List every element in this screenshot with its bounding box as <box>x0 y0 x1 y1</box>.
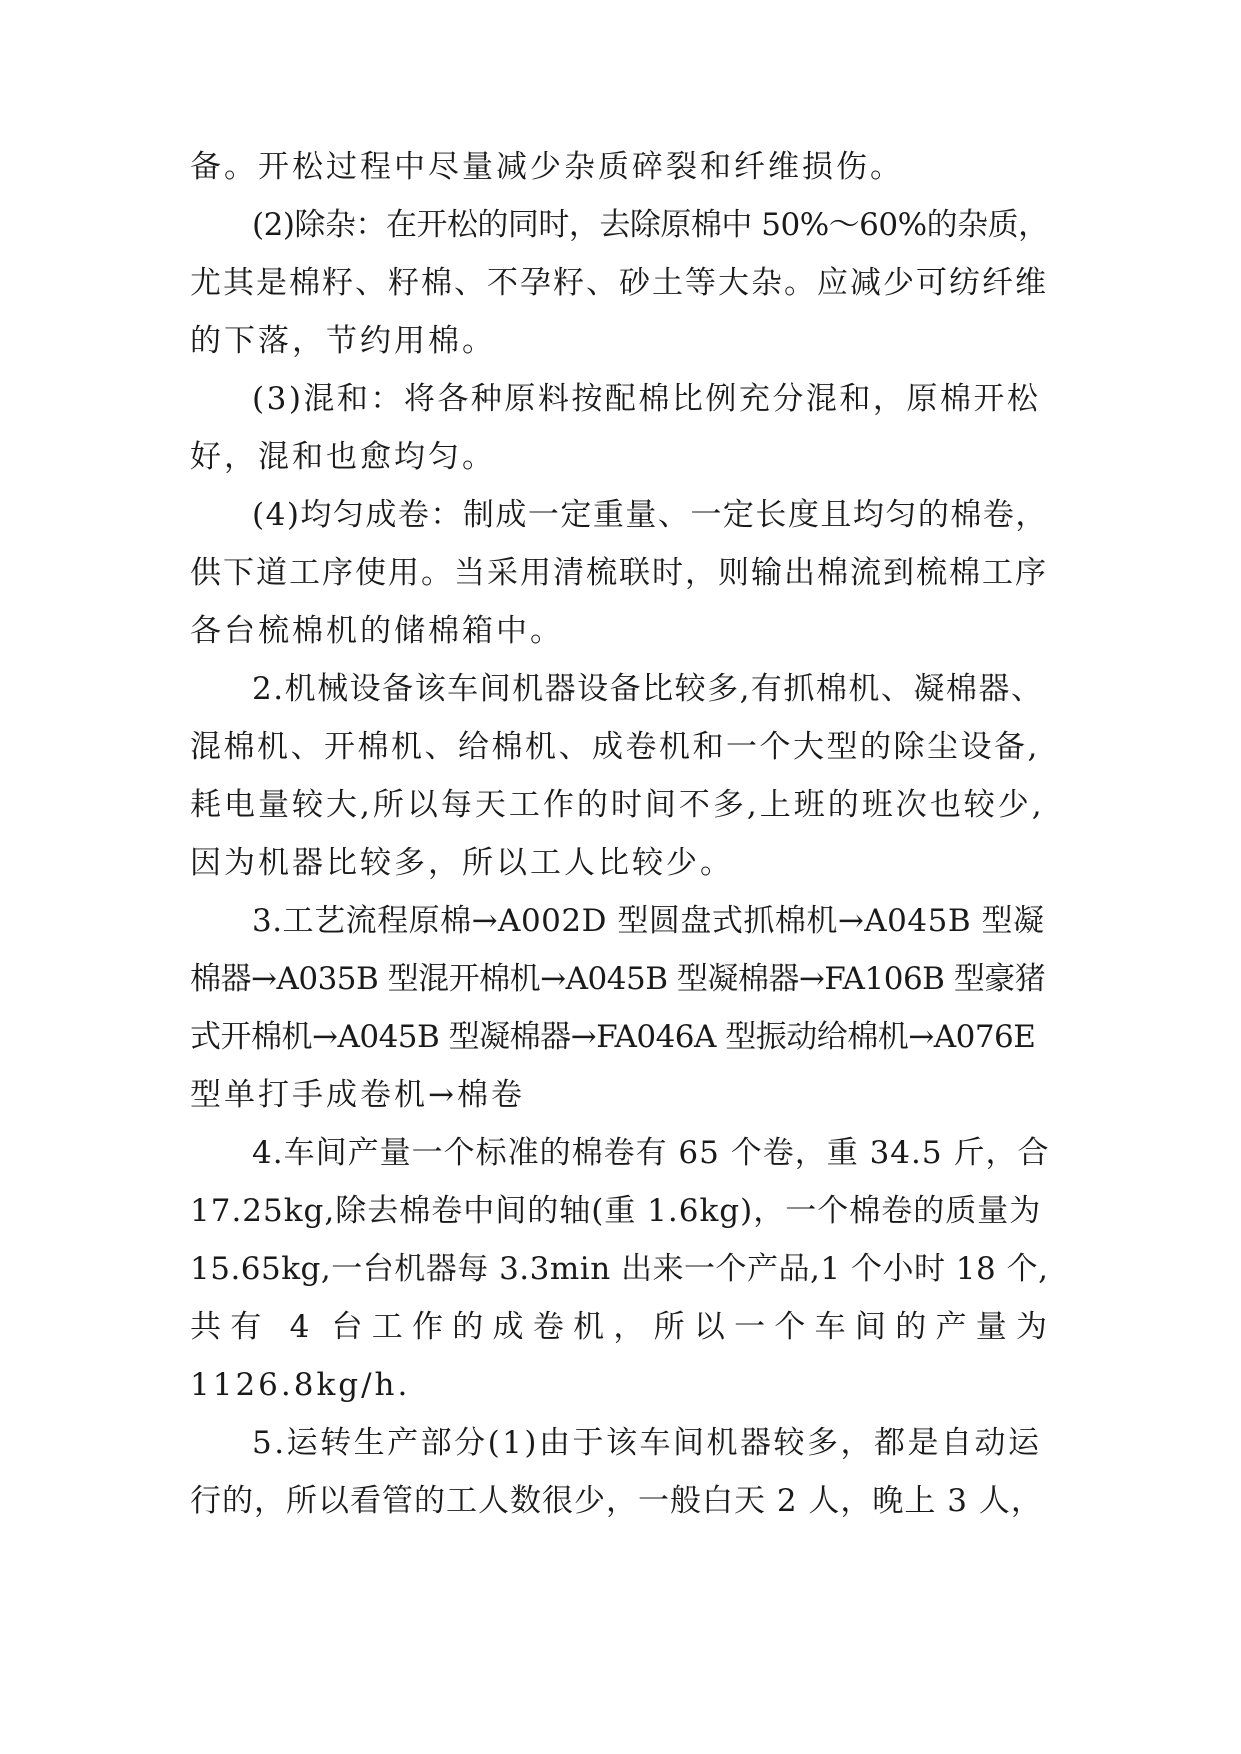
text-line: 型单打手成卷机→棉卷 <box>190 1077 525 1113</box>
text-line: (3)混和：将各种原料按配棉比例充分混和，原棉开松 <box>252 381 1041 417</box>
text-line: 4.车间产量一个标准的棉卷有 65 个卷，重 34.5 斤，合 <box>252 1135 1050 1171</box>
text-line: 1126.8kg/h. <box>190 1367 411 1403</box>
text-line: 好，混和也愈均匀。 <box>190 439 496 475</box>
text-line: 行的，所以看管的工人数很少，一般白天 2 人，晚上 3 人， <box>190 1483 1043 1519</box>
text-line: 因为机器比较多，所以工人比较少。 <box>190 845 734 881</box>
text-line: 供下道工序使用。当采用清梳联时，则输出棉流到梳棉工序 <box>190 555 1048 591</box>
text-line: 各台梳棉机的储棉箱中。 <box>190 613 564 649</box>
text-line: 棉器→A035B 型混开棉机→A045B 型凝棉器→FA106B 型豪猪 <box>190 961 1046 997</box>
text-line: 3.工艺流程原棉→A002D 型圆盘式抓棉机→A045B 型凝 <box>252 903 1045 939</box>
text-line: 尤其是棉籽、籽棉、不孕籽、砂土等大杂。应减少可纺纤维 <box>190 265 1048 301</box>
text-line: 2.机械设备该车间机器设备比较多,有抓棉机、凝棉器、 <box>252 671 1044 707</box>
text-line: (4)均匀成卷：制成一定重量、一定长度且均匀的棉卷， <box>252 497 1048 533</box>
text-line: 17.25kg,除去棉卷中间的轴(重 1.6kg)，一个棉卷的质量为 <box>190 1193 1042 1229</box>
text-line: 5.运转生产部分(1)由于该车间机器较多，都是自动运 <box>252 1425 1042 1461</box>
text-line: 耗电量较大,所以每天工作的时间不多,上班的班次也较少, <box>190 787 1045 823</box>
text-line: 15.65kg,一台机器每 3.3min 出来一个产品,1 个小时 18 个, <box>190 1251 1049 1287</box>
text-line: 混棉机、开棉机、给棉机、成卷机和一个大型的除尘设备, <box>190 729 1040 765</box>
text-line: 共有 4 台工作的成卷机，所以一个车间的产量为 <box>190 1309 1050 1345</box>
text-line: 的下落，节约用棉。 <box>190 323 496 359</box>
text-line: 备。开松过程中尽量减少杂质碎裂和纤维损伤。 <box>190 149 904 185</box>
text-line: 式开棉机→A045B 型凝棉器→FA046A 型振动给棉机→A076E <box>190 1019 1036 1055</box>
text-line: (2)除杂：在开松的同时，去除原棉中 50%～60%的杂质， <box>252 207 1049 243</box>
